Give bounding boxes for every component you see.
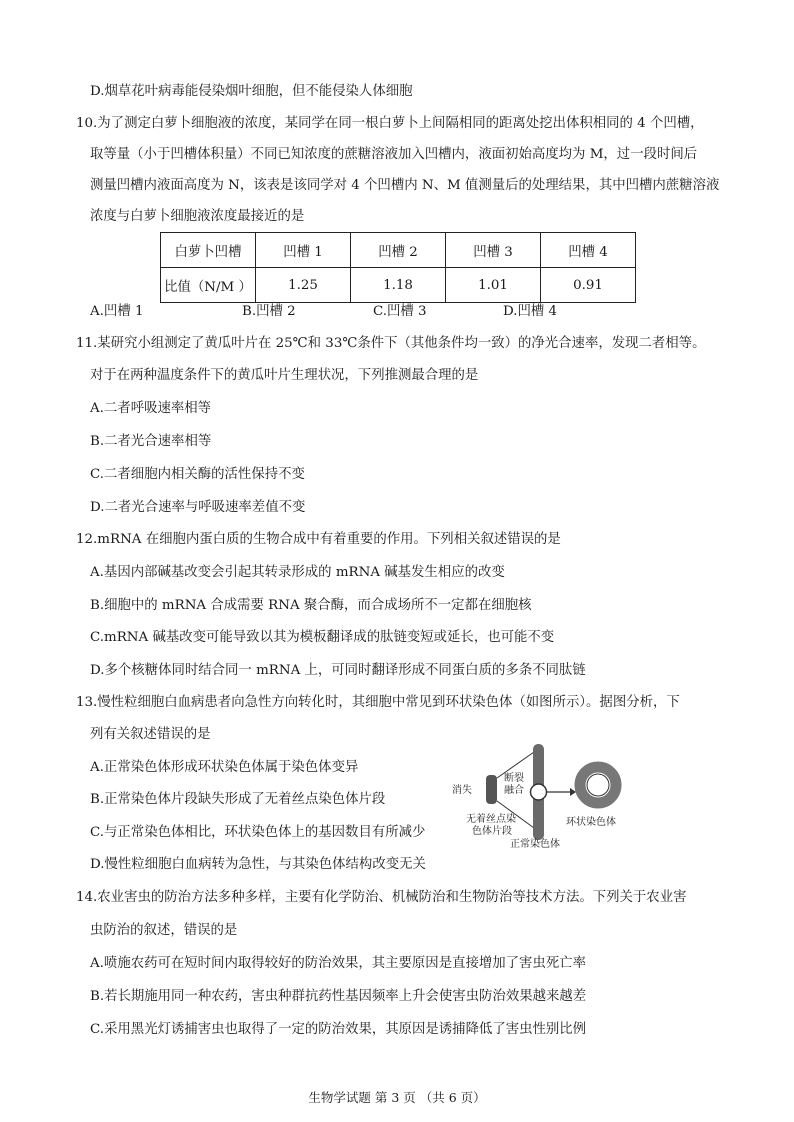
q10-option-c: C.凹槽 3 [373, 304, 427, 319]
label-fragment-1: 无着丝点染 [466, 814, 516, 825]
table-cell: 比值（N/M ） [161, 268, 256, 303]
q14-option-a: A.喷施农药可在短时间内取得较好的防治效果，其主要原因是直接增加了害虫死亡率 [90, 956, 586, 971]
table-header-cell: 白萝卜凹槽 [161, 233, 256, 268]
q10-stem-line-4: 浓度与白萝卜细胞液浓度最接近的是 [90, 209, 305, 224]
q11-stem-line-2: 对于在两种温度条件下的黄瓜叶片生理状况，下列推测最合理的是 [90, 368, 479, 383]
q12-option-b: B.细胞中的 mRNA 合成需要 RNA 聚合酶，而合成场所不一定都在细胞核 [90, 598, 532, 613]
q10-option-d: D.凹槽 4 [503, 304, 558, 319]
table-header-cell: 凹槽 4 [541, 233, 636, 268]
label-fragment-2: 色体片段 [472, 826, 512, 837]
q10-stem-line-2: 取等量（小于凹槽体积量）不同已知浓度的蔗糖溶液加入凹槽内，液面初始高度均为 M，过一段时间后 [90, 147, 698, 162]
table-header-row [161, 233, 636, 268]
table-cell: 1.25 [256, 268, 351, 303]
label-fuse: 融合 [504, 785, 524, 796]
label-normal-chromosome: 正常染色体 [510, 839, 560, 850]
table-cell: 1.18 [351, 268, 446, 303]
q12-option-d: D.多个核糖体同时结合同一 mRNA 上，可同时翻译形成不同蛋白质的多条不同肽链 [90, 663, 586, 678]
table-cell: 1.01 [446, 268, 541, 303]
q9-option-d: D.烟草花叶病毒能侵染烟叶细胞，但不能侵染人体细胞 [90, 84, 413, 99]
chromosome-diagram [448, 740, 648, 852]
centromere-shape [531, 784, 547, 800]
q14-option-b: B.若长期施用同一种农药，害虫种群抗药性基因频率上升会使害虫防治效果越来越差 [90, 989, 587, 1004]
q10-stem-line-1: 10.为了测定白萝卜细胞液的浓度，某同学在同一根白萝卜上间隔相同的距离处挖出体积相同的 4 个凹槽， [76, 116, 704, 131]
table-row [161, 268, 636, 303]
table-header-cell: 凹槽 1 [256, 233, 351, 268]
table-header-cell: 凹槽 3 [446, 233, 541, 268]
q10-data-table [160, 232, 636, 303]
q14-stem-line-2: 虫防治的叙述，错误的是 [90, 923, 238, 938]
q11-option-b: B.二者光合速率相等 [90, 434, 212, 449]
label-break: 断裂 [504, 773, 524, 784]
q10-option-a: A.凹槽 1 [90, 304, 144, 319]
q13-option-c: C.与正常染色体相比，环状染色体上的基因数目有所减少 [90, 825, 426, 840]
q14-option-c: C.采用黑光灯诱捕害虫也取得了一定的防治效果，其原因是诱捕降低了害虫性别比例 [90, 1022, 587, 1037]
q11-option-a: A.二者呼吸速率相等 [90, 401, 212, 416]
page-footer: 生物学试题 第 3 页 （共 6 页） [308, 1090, 486, 1105]
acentric-fragment-shape [486, 775, 497, 804]
q13-option-d: D.慢性粒细胞白血病转为急性，与其染色体结构改变无关 [90, 857, 426, 872]
q10-stem-line-3: 测量凹槽内液面高度为 N，该表是该同学对 4 个凹槽内 N、M 值测量后的处理结果，其中凹槽内蔗糖溶液 [90, 178, 720, 193]
q13-option-a: A.正常染色体形成环状染色体属于染色体变异 [90, 760, 359, 775]
ring-inner-shape [587, 774, 609, 796]
q14-stem-line-1: 14.农业害虫的防治方法多种多样，主要有化学防治、机械防治和生物防治等技术方法。下列关于农业害 [76, 890, 687, 905]
q10-options [90, 303, 557, 321]
table-cell: 0.91 [541, 268, 636, 303]
q13-stem-line-2: 列有关叙述错误的是 [90, 727, 211, 742]
q13-stem-line-1: 13.慢性粒细胞白血病患者向急性方向转化时，其细胞中常见到环状染色体（如图所示）。据图分析，下 [76, 695, 680, 710]
label-disappear: 消失 [452, 785, 472, 796]
q12-stem: 12.mRNA 在细胞内蛋白质的生物合成中有着重要的作用。下列相关叙述错误的是 [76, 532, 561, 547]
q12-option-c: C.mRNA 碱基改变可能导致以其为模板翻译成的肽链变短或延长，也可能不变 [90, 630, 555, 645]
q13-option-b: B.正常染色体片段缺失形成了无着丝点染色体片段 [90, 792, 386, 807]
q11-option-d: D.二者光合速率与呼吸速率差值不变 [90, 500, 306, 515]
q11-stem-line-1: 11.某研究小组测定了黄瓜叶片在 25℃和 33℃条件下（其他条件均一致）的净光合速率，发现二者相等。 [76, 336, 706, 351]
table-header-cell: 凹槽 2 [351, 233, 446, 268]
q10-option-b: B.凹槽 2 [242, 304, 296, 319]
label-ring-chromosome: 环状染色体 [566, 817, 616, 828]
q12-option-a: A.基因内部碱基改变会引起其转录形成的 mRNA 碱基发生相应的改变 [90, 565, 505, 580]
q11-option-c: C.二者细胞内相关酶的活性保持不变 [90, 467, 305, 482]
